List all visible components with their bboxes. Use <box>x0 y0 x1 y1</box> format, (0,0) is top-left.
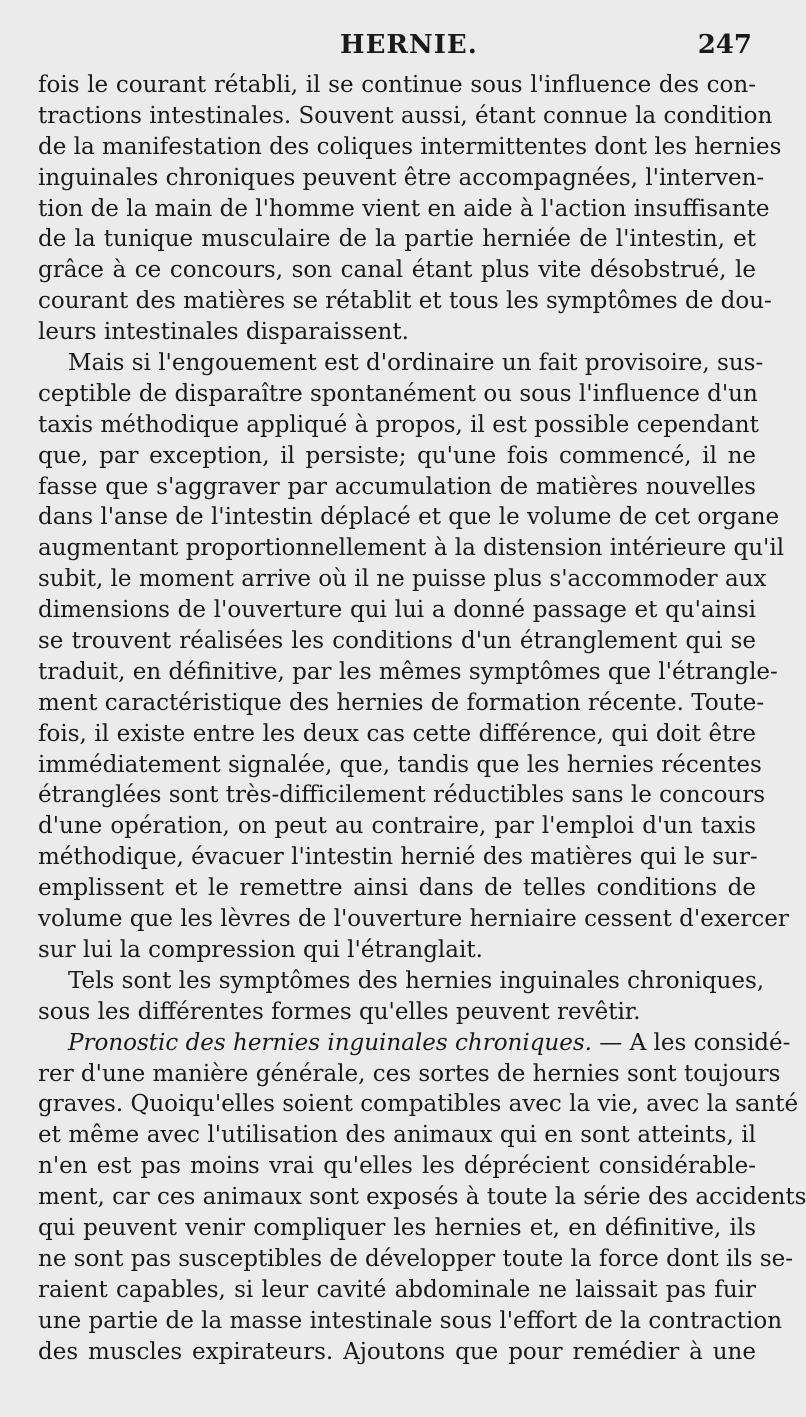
text-line: étranglées sont très-difficilement réductibles sans le concours <box>38 782 766 809</box>
text-line: inguinales chroniques peuvent être accompagnées, l'interven- <box>38 164 765 191</box>
text-line: volume que les lèvres de l'ouverture herniaire cessent d'exercer <box>38 906 789 933</box>
text-line: sous les différentes formes qu'elles peuvent revêtir. <box>38 998 641 1025</box>
text-line: fois le courant rétabli, il se continue sous l'influence des con- <box>38 72 756 98</box>
section-heading: Pronostic des hernies inguinales chroniques. <box>68 1029 592 1056</box>
text-line: rer d'une manière générale, ces sortes de hernies sont toujours <box>38 1060 781 1087</box>
text-line: et même avec l'utilisation des animaux qui en sont atteints, il <box>38 1122 756 1149</box>
text-line: d'une opération, on peut au contraire, par l'emploi d'un taxis <box>38 813 756 840</box>
text-line: Mais si l'engouement est d'ordinaire un fait provisoire, sus- <box>68 350 764 377</box>
text-line: une partie de la masse intestinale sous l'effort de la contraction <box>38 1307 783 1334</box>
text-line: ment, car ces animaux sont exposés à toute la série des accidents <box>38 1184 806 1211</box>
text-line: immédiatement signalée, que, tandis que les hernies récentes <box>38 751 762 778</box>
text-line: graves. Quoiqu'elles soient compatibles avec la vie, avec la santé <box>38 1091 799 1118</box>
heading-continuation: — A les considé- <box>591 1029 791 1056</box>
text-line: ceptible de disparaître spontanément ou sous l'influence d'un <box>38 380 758 407</box>
text-line: tion de la main de l'homme vient en aide à l'action insuffisante <box>38 195 770 222</box>
text-line: sur lui la compression qui l'étranglait. <box>38 936 483 963</box>
text-line: de la manifestation des coliques intermittentes dont les hernies <box>38 133 782 160</box>
text-line: de la tunique musculaire de la partie herniée de l'intestin, et <box>38 226 756 253</box>
text-line: raient capables, si leur cavité abdominale ne laissait pas fuir <box>38 1276 756 1303</box>
text-line: qui peuvent venir compliquer les hernies et, en définitive, ils <box>38 1214 756 1241</box>
text-line: fois, il existe entre les deux cas cette différence, qui doit être <box>38 720 756 747</box>
text-line: subit, le moment arrive où il ne puisse plus s'accommoder aux <box>38 566 767 593</box>
text-line: dans l'anse de l'intestin déplacé et que le volume de cet organe <box>38 504 780 531</box>
text-line: emplissent et le remettre ainsi dans de telles conditions de <box>38 875 756 902</box>
text-line: ne sont pas susceptibles de développer toute la force dont ils se- <box>38 1245 794 1272</box>
text-line: taxis méthodique appliqué à propos, il est possible cependant <box>38 411 759 438</box>
paragraph-1 <box>38 70 782 348</box>
text-line <box>38 1028 791 1059</box>
text-line: fasse que s'aggraver par accumulation de matières nouvelles <box>38 473 756 500</box>
text-line: courant des matières se rétablit et tous les symptômes de dou- <box>38 288 772 315</box>
text-line: augmentant proportionnellement à la distension intérieure qu'il <box>38 535 785 562</box>
text-line: que, par exception, il persiste; qu'une fois commencé, il ne <box>38 442 756 469</box>
running-title: HERNIE. <box>340 30 478 60</box>
text-line: tractions intestinales. Souvent aussi, étant connue la condition <box>38 102 773 129</box>
text-line: se trouvent réalisées les conditions d'un étranglement qui se <box>38 628 756 655</box>
body-text <box>38 70 806 1410</box>
text-line: ment caractéristique des hernies de formation récente. Toute- <box>38 689 765 716</box>
text-line: leurs intestinales disparaissent. <box>38 319 409 346</box>
text-line: traduit, en définitive, par les mêmes symptômes que l'étrangle- <box>38 658 778 685</box>
text-line: des muscles expirateurs. Ajoutons que pour remédier à une <box>38 1338 756 1365</box>
paragraph-3 <box>38 966 765 1028</box>
paragraph-2 <box>38 348 789 966</box>
text-line: grâce à ce concours, son canal étant plus vite désobstrué, le <box>38 257 756 284</box>
text-line: dimensions de l'ouverture qui lui a donné passage et qu'ainsi <box>38 597 756 624</box>
paragraph-4 <box>38 1028 806 1368</box>
text-line: méthodique, évacuer l'intestin hernié des matières qui le sur- <box>38 844 758 871</box>
page-number: 247 <box>697 30 752 60</box>
text-line: Tels sont les symptômes des hernies inguinales chroniques, <box>68 967 765 994</box>
text-line: n'en est pas moins vrai qu'elles les déprécient considérable- <box>38 1153 756 1180</box>
running-header <box>0 30 800 64</box>
